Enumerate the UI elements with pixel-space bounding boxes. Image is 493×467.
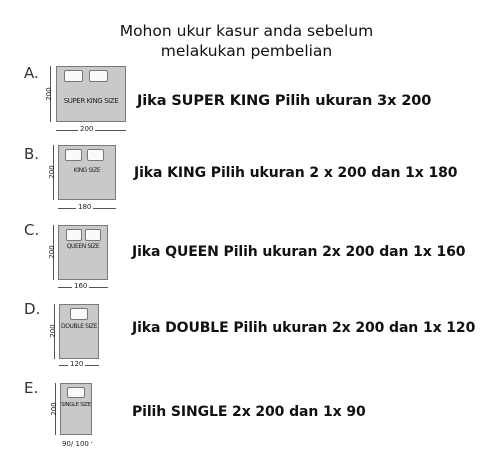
pillow-icon xyxy=(67,387,85,398)
bed-size-label: KING SIZE xyxy=(73,167,101,174)
pillow-icon xyxy=(65,149,82,161)
item-letter: C. xyxy=(24,221,40,239)
pillow-icon xyxy=(89,70,108,82)
item-letter: B. xyxy=(24,145,40,163)
pillow-icon xyxy=(87,149,104,161)
pillow-icon xyxy=(70,308,88,320)
item-description: Pilih SINGLE 2x 200 dan 1x 90 xyxy=(132,404,366,420)
width-dimension-label: 180 xyxy=(78,203,92,211)
width-dimension-label: 120 xyxy=(70,360,84,368)
height-dimension-label: 200 xyxy=(45,87,53,101)
item-description: Jika SUPER KING Pilih ukuran 3x 200 xyxy=(137,93,432,109)
bed-size-label: SUPER KING SIZE xyxy=(63,97,119,105)
pillow-icon xyxy=(85,229,101,241)
width-dimension-label: 160 xyxy=(74,282,88,290)
height-dimension-label: 200 xyxy=(50,402,58,416)
pillow-icon xyxy=(66,229,82,241)
height-dimension-label: 200 xyxy=(48,245,56,259)
item-description: Jika QUEEN Pilih ukuran 2x 200 dan 1x 160 xyxy=(132,244,466,260)
bed-diagram xyxy=(60,383,92,435)
bed-diagram xyxy=(59,304,99,359)
height-dimension-label: 200 xyxy=(49,324,57,338)
bed-size-label: QUEEN SIZE xyxy=(66,243,100,250)
pillow-icon xyxy=(64,70,83,82)
title-line-2: melakukan pembelian xyxy=(160,42,333,60)
item-description: Jika KING Pilih ukuran 2 x 200 dan 1x 180 xyxy=(134,165,458,181)
item-letter: E. xyxy=(24,379,39,397)
bed-diagram xyxy=(58,145,116,200)
item-letter: D. xyxy=(24,300,41,318)
width-dimension-label: 90/ 100 xyxy=(62,440,89,448)
item-letter: A. xyxy=(24,64,39,82)
height-dimension-label: 200 xyxy=(48,165,56,179)
bed-size-label: DOUBLE SIZE xyxy=(61,323,97,330)
page-title xyxy=(0,21,493,61)
bed-size-label: SINGLE SIZE xyxy=(61,402,91,408)
item-description: Jika DOUBLE Pilih ukuran 2x 200 dan 1x 120 xyxy=(132,320,476,336)
bed-diagram xyxy=(56,66,126,122)
bed-diagram xyxy=(58,225,108,280)
title-line-1: Mohon ukur kasur anda sebelum xyxy=(119,22,374,40)
width-dimension-label: 200 xyxy=(80,125,94,133)
